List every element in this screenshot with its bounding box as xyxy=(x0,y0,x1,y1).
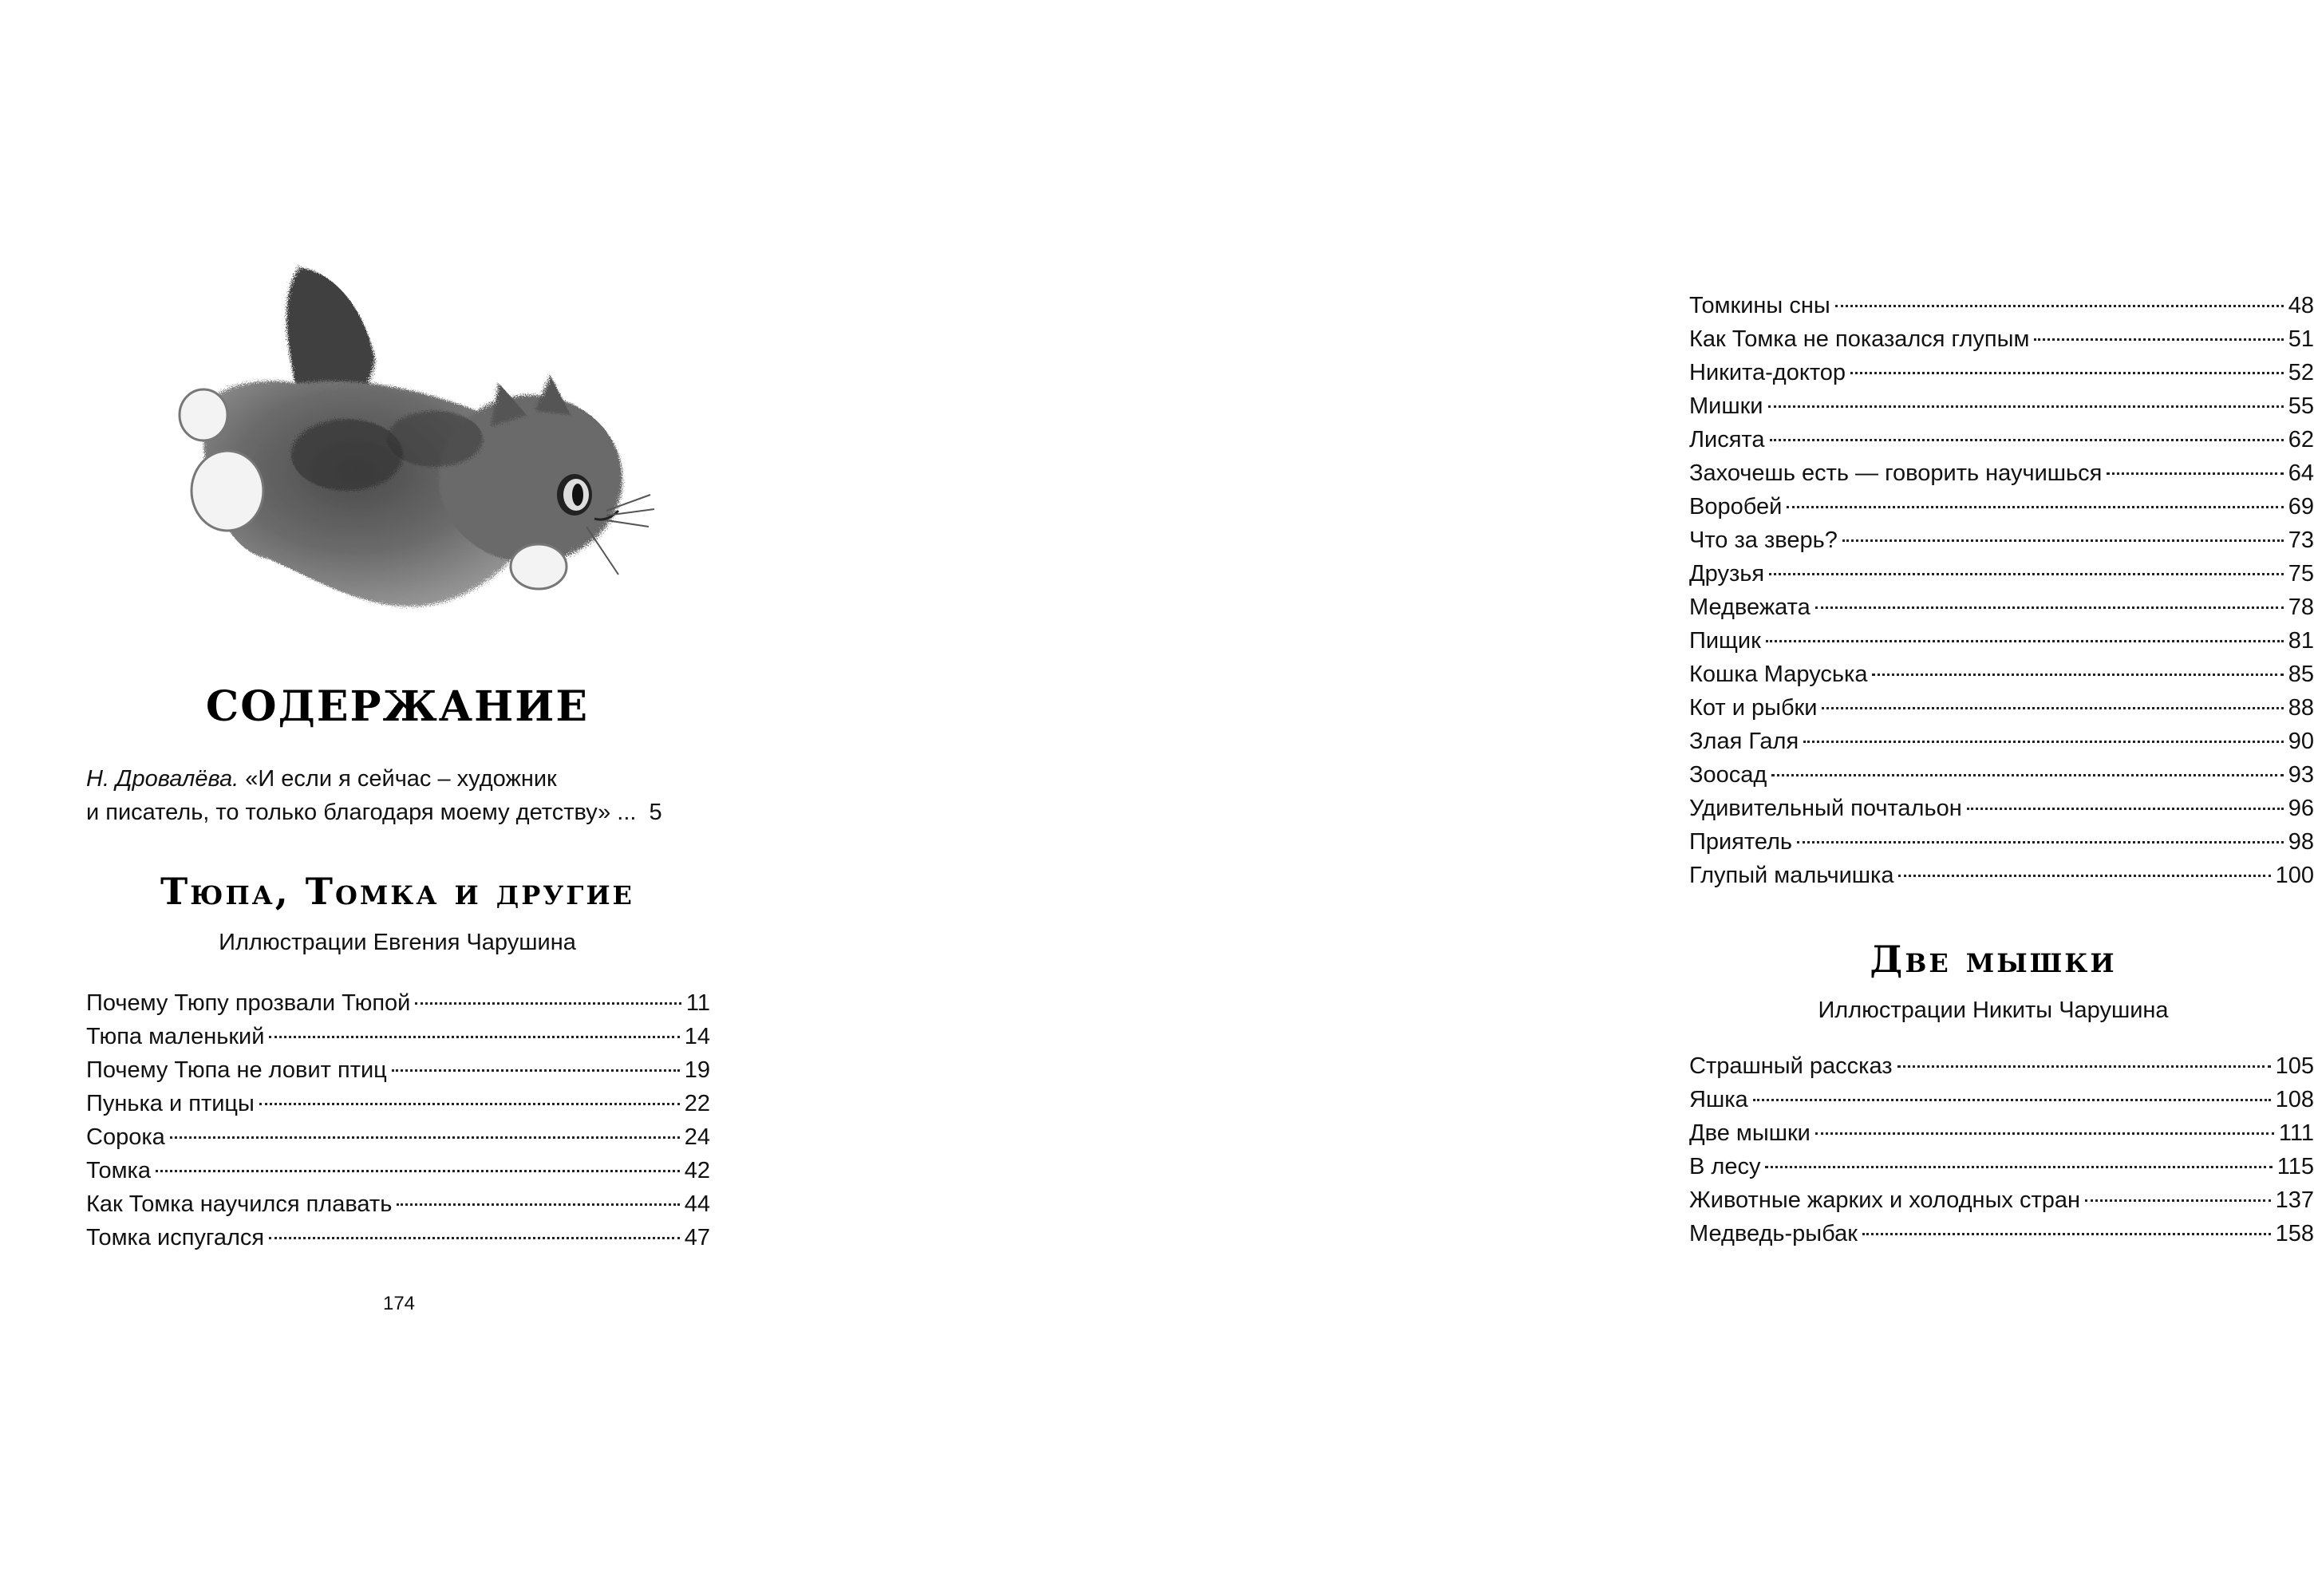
toc-entry-title: Воробей xyxy=(1689,494,1783,519)
dot-leader xyxy=(397,1203,679,1206)
dot-leader xyxy=(1753,1099,2271,1101)
toc-entry-title: Кошка Маруська xyxy=(1689,662,1868,687)
toc-entry-title: Животные жарких и холодных стран xyxy=(1689,1187,2081,1213)
toc-entry-page: 96 xyxy=(2288,796,2314,821)
dot-leader xyxy=(1797,841,2284,843)
toc-entry[interactable] xyxy=(1689,389,2314,423)
toc-entry-title: Удивительный почтальон xyxy=(1689,796,1962,821)
dot-leader xyxy=(156,1170,680,1172)
dot-leader xyxy=(1862,1233,2271,1235)
toc-entry-title: Мишки xyxy=(1689,393,1763,419)
toc-entry-page: 98 xyxy=(2288,829,2314,855)
contents-heading: СОДЕРЖАНИЕ xyxy=(205,682,590,731)
intro-title-part2: и писатель, то только благодаря моему детству» ... xyxy=(86,800,637,825)
page-number: 174 xyxy=(382,1293,416,1314)
toc-entry[interactable] xyxy=(1689,792,2314,825)
toc-entry-page: 85 xyxy=(2288,662,2314,687)
toc-list-section1-continued xyxy=(1689,289,2314,892)
toc-entry[interactable] xyxy=(86,1154,710,1187)
toc-entry[interactable] xyxy=(86,1020,710,1053)
toc-entry[interactable] xyxy=(1689,523,2314,557)
toc-entry-page: 42 xyxy=(684,1158,710,1183)
toc-entry[interactable] xyxy=(1689,423,2314,456)
toc-entry-page: 111 xyxy=(2278,1120,2314,1146)
intro-line-2 xyxy=(86,796,717,829)
toc-entry[interactable] xyxy=(1689,322,2314,356)
toc-entry-page: 78 xyxy=(2288,595,2314,620)
dot-leader xyxy=(415,1002,681,1005)
intro-author: Н. Дровалёва. xyxy=(86,766,239,792)
toc-entry-page: 88 xyxy=(2288,695,2314,721)
toc-entry[interactable] xyxy=(1689,758,2314,792)
toc-entry[interactable] xyxy=(86,1187,710,1221)
right-page xyxy=(798,0,2314,1596)
toc-list-section1 xyxy=(86,986,710,1254)
toc-entry-page: 105 xyxy=(2275,1053,2314,1079)
toc-entry-title: Томка xyxy=(86,1158,151,1183)
toc-entry-title: Две мышки xyxy=(1689,1120,1811,1146)
toc-entry-page: 90 xyxy=(2288,729,2314,754)
toc-entry[interactable] xyxy=(1689,456,2314,490)
dot-leader xyxy=(1815,606,2284,609)
section-title-dve-myshki: Две мышки xyxy=(1870,938,2117,981)
toc-entry-page: 55 xyxy=(2288,393,2314,419)
dot-leader xyxy=(1897,1065,2271,1068)
toc-entry-page: 52 xyxy=(2288,360,2314,385)
toc-entry-page: 115 xyxy=(2276,1154,2314,1179)
toc-entry-title: Захочешь есть — говорить научишься xyxy=(1689,460,2103,486)
toc-entry-title: Медведь-рыбак xyxy=(1689,1221,1858,1246)
dot-leader xyxy=(1872,674,2283,676)
toc-entry-page: 44 xyxy=(684,1191,710,1217)
toc-entry-page: 81 xyxy=(2288,628,2314,654)
toc-entry-page: 19 xyxy=(684,1057,710,1083)
toc-entry-title: Злая Галя xyxy=(1689,729,1799,754)
toc-entry[interactable] xyxy=(86,1053,710,1087)
dot-leader xyxy=(1842,539,2284,542)
toc-entry-page: 14 xyxy=(684,1024,710,1049)
dot-leader xyxy=(1803,741,2284,743)
dot-leader xyxy=(2034,338,2283,341)
toc-entry-title: Приятель xyxy=(1689,829,1793,855)
toc-entry-title: Яшка xyxy=(1689,1087,1748,1112)
left-page xyxy=(0,0,798,1596)
toc-entry[interactable] xyxy=(86,1221,710,1254)
toc-entry[interactable] xyxy=(1689,356,2314,389)
dot-leader xyxy=(2085,1199,2271,1202)
dot-leader xyxy=(170,1136,680,1139)
toc-entry-title: Сорока xyxy=(86,1124,165,1150)
dot-leader xyxy=(1822,707,2283,709)
toc-entry[interactable] xyxy=(86,1087,710,1120)
toc-entry-title: Медвежата xyxy=(1689,595,1811,620)
section-illustrator-credit: Иллюстрации Евгения Чарушина xyxy=(219,930,576,955)
toc-entry-page: 11 xyxy=(685,990,710,1016)
toc-entry-page: 108 xyxy=(2275,1087,2314,1112)
toc-entry[interactable] xyxy=(1689,591,2314,624)
dot-leader xyxy=(1850,372,2284,374)
toc-entry-title: Тюпа маленький xyxy=(86,1024,265,1049)
toc-entry[interactable] xyxy=(1689,289,2314,322)
toc-entry-page: 75 xyxy=(2288,561,2314,587)
toc-entry-title: Глупый мальчишка xyxy=(1689,863,1894,888)
toc-entry[interactable] xyxy=(1689,1217,2314,1250)
toc-entry[interactable] xyxy=(1689,725,2314,758)
toc-entry-title: Друзья xyxy=(1689,561,1765,587)
toc-entry-page: 24 xyxy=(684,1124,710,1150)
toc-entry[interactable] xyxy=(1689,490,2314,523)
toc-entry-title: Почему Тюпа не ловит птиц xyxy=(86,1057,387,1083)
toc-entry[interactable] xyxy=(1689,624,2314,658)
toc-entry-page: 69 xyxy=(2288,494,2314,519)
toc-entry-title: Зоосад xyxy=(1689,762,1767,788)
dot-leader xyxy=(392,1069,680,1072)
toc-entry[interactable] xyxy=(1689,859,2314,892)
toc-entry-page: 47 xyxy=(684,1225,710,1250)
toc-entry[interactable] xyxy=(1689,1049,2314,1083)
toc-entry-title: Как Томка не показался глупым xyxy=(1689,326,2030,352)
intro-title-part1: «И если я сейчас – художник xyxy=(239,766,557,792)
toc-entry[interactable] xyxy=(1689,1116,2314,1150)
intro-entry[interactable] xyxy=(86,762,717,829)
dot-leader xyxy=(269,1036,679,1038)
toc-entry[interactable] xyxy=(1689,557,2314,591)
toc-entry-page: 158 xyxy=(2275,1221,2314,1246)
toc-entry-page: 137 xyxy=(2275,1187,2314,1213)
toc-entry-title: Как Томка научился плавать xyxy=(86,1191,393,1217)
dot-leader xyxy=(1769,573,2284,575)
toc-entry-page: 64 xyxy=(2288,460,2314,486)
toc-entry[interactable] xyxy=(1689,825,2314,859)
section-illustrator-credit: Иллюстрации Никиты Чарушина xyxy=(1818,998,2169,1023)
intro-page-number: 5 xyxy=(649,800,662,825)
toc-entry[interactable] xyxy=(86,1120,710,1154)
dot-leader xyxy=(1766,640,2284,642)
toc-entry-page: 51 xyxy=(2288,326,2314,352)
toc-list-section2 xyxy=(1689,1049,2314,1250)
toc-entry-page: 73 xyxy=(2288,527,2314,553)
toc-entry[interactable] xyxy=(1689,1083,2314,1116)
kitten-illustration xyxy=(172,255,650,630)
toc-entry-title: Лисята xyxy=(1689,427,1765,452)
toc-entry-title: Кот и рыбки xyxy=(1689,695,1818,721)
toc-entry-title: Страшный рассказ xyxy=(1689,1053,1893,1079)
dot-leader xyxy=(2107,472,2283,475)
toc-entry-page: 48 xyxy=(2288,293,2314,318)
toc-entry[interactable] xyxy=(1689,691,2314,725)
dot-leader xyxy=(1768,405,2284,408)
toc-entry[interactable] xyxy=(86,986,710,1020)
intro-line-1 xyxy=(86,762,717,796)
toc-entry-title: Почему Тюпу прозвали Тюпой xyxy=(86,990,411,1016)
dot-leader xyxy=(1835,305,2284,307)
dot-leader xyxy=(259,1103,680,1105)
dot-leader xyxy=(1898,875,2270,877)
dot-leader xyxy=(1771,774,2283,776)
toc-entry-page: 62 xyxy=(2288,427,2314,452)
toc-entry-title: Томкины сны xyxy=(1689,293,1830,318)
toc-entry[interactable] xyxy=(1689,1150,2314,1183)
toc-entry-title: Никита-доктор xyxy=(1689,360,1846,385)
toc-entry-title: Томка испугался xyxy=(86,1225,265,1250)
dot-leader xyxy=(1967,808,2284,810)
dot-leader xyxy=(1765,1166,2272,1168)
toc-entry[interactable] xyxy=(1689,658,2314,691)
dot-leader xyxy=(1815,1132,2274,1135)
toc-entry-page: 22 xyxy=(684,1091,710,1116)
toc-entry-title: Пищик xyxy=(1689,628,1761,654)
toc-entry-title: В лесу xyxy=(1689,1154,1761,1179)
toc-entry-page: 100 xyxy=(2275,863,2314,888)
toc-entry[interactable] xyxy=(1689,1183,2314,1217)
dot-leader xyxy=(1770,439,2284,441)
toc-entry-title: Что за зверь? xyxy=(1689,527,1838,553)
toc-entry-page: 93 xyxy=(2288,762,2314,788)
section-title-tyupa-tomka: Тюпа, Томка и другие xyxy=(160,870,634,913)
dot-leader xyxy=(1787,506,2283,508)
dot-leader xyxy=(269,1237,680,1239)
toc-entry-title: Пунька и птицы xyxy=(86,1091,255,1116)
